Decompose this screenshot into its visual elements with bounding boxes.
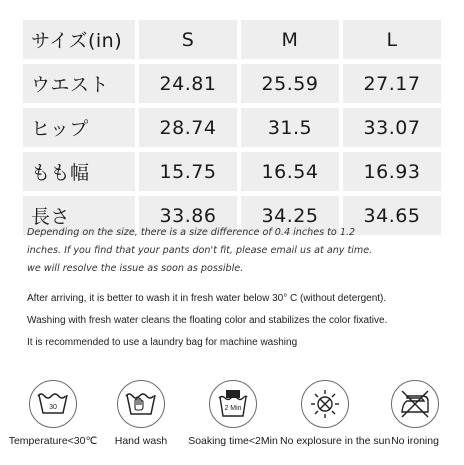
hand-wash-icon bbox=[117, 380, 165, 428]
cell-value: 16.54 bbox=[241, 152, 339, 191]
size-table bbox=[23, 20, 441, 240]
row-label: ヒップ bbox=[23, 108, 135, 147]
cell-value: 27.17 bbox=[343, 64, 441, 103]
header-size-l: L bbox=[343, 20, 441, 59]
no-sun-icon bbox=[301, 380, 349, 428]
care-label: No ironing bbox=[391, 435, 439, 447]
cell-value: 15.75 bbox=[139, 152, 237, 191]
cell-value: 34.65 bbox=[343, 196, 441, 235]
note-line: inches. If you find that your pants don't fit, please email us at any time. bbox=[27, 245, 373, 256]
care-instructions bbox=[27, 292, 442, 358]
size-difference-note bbox=[27, 224, 437, 278]
size-table-header bbox=[23, 20, 441, 59]
care-item-no-ironing bbox=[370, 380, 460, 447]
note-line: we will resolve the issue as soon as possible. bbox=[27, 263, 244, 274]
cell-value: 16.93 bbox=[343, 152, 441, 191]
cell-value: 34.25 bbox=[241, 196, 339, 235]
care-icons bbox=[8, 380, 458, 460]
header-size-m: M bbox=[241, 20, 339, 59]
care-line: It is recommended to use a laundry bag for machine washing bbox=[27, 337, 298, 348]
care-label: No explosure in the sun bbox=[280, 435, 391, 447]
care-line: Washing with fresh water cleans the floating color and stabilizes the color fixative. bbox=[27, 315, 388, 326]
care-line: After arriving, it is better to wash it in fresh water below 30° C (without detergent). bbox=[27, 293, 387, 304]
care-item-soak-time bbox=[188, 380, 278, 447]
cell-value: 31.5 bbox=[241, 108, 339, 147]
care-item-no-sun bbox=[280, 380, 391, 447]
care-item-wash-30 bbox=[8, 380, 98, 447]
table-row bbox=[23, 108, 441, 147]
header-label: サイズ(in) bbox=[23, 20, 135, 59]
row-label: もも幅 bbox=[23, 152, 135, 191]
care-label: Temperature<30℃ bbox=[8, 435, 98, 447]
header-size-s: S bbox=[139, 20, 237, 59]
note-line: Depending on the size, there is a size difference of 0.4 inches to 1.2 bbox=[27, 227, 356, 238]
table-row bbox=[23, 152, 441, 191]
care-label: Soaking time<2Min bbox=[188, 435, 278, 447]
cell-value: 33.07 bbox=[343, 108, 441, 147]
row-label: ウエスト bbox=[23, 64, 135, 103]
soak-time-text: 2 Min bbox=[224, 405, 242, 412]
care-label: Hand wash bbox=[114, 435, 168, 447]
wash-30-icon bbox=[29, 380, 77, 428]
row-label: 長さ bbox=[23, 196, 135, 235]
soak-time-icon bbox=[209, 380, 257, 428]
no-ironing-icon bbox=[391, 380, 439, 428]
cell-value: 33.86 bbox=[139, 196, 237, 235]
cell-value: 24.81 bbox=[139, 64, 237, 103]
table-row bbox=[23, 64, 441, 103]
cell-value: 28.74 bbox=[139, 108, 237, 147]
cell-value: 25.59 bbox=[241, 64, 339, 103]
care-item-hand-wash bbox=[96, 380, 186, 447]
wash-temp-text: 30 bbox=[49, 404, 57, 411]
